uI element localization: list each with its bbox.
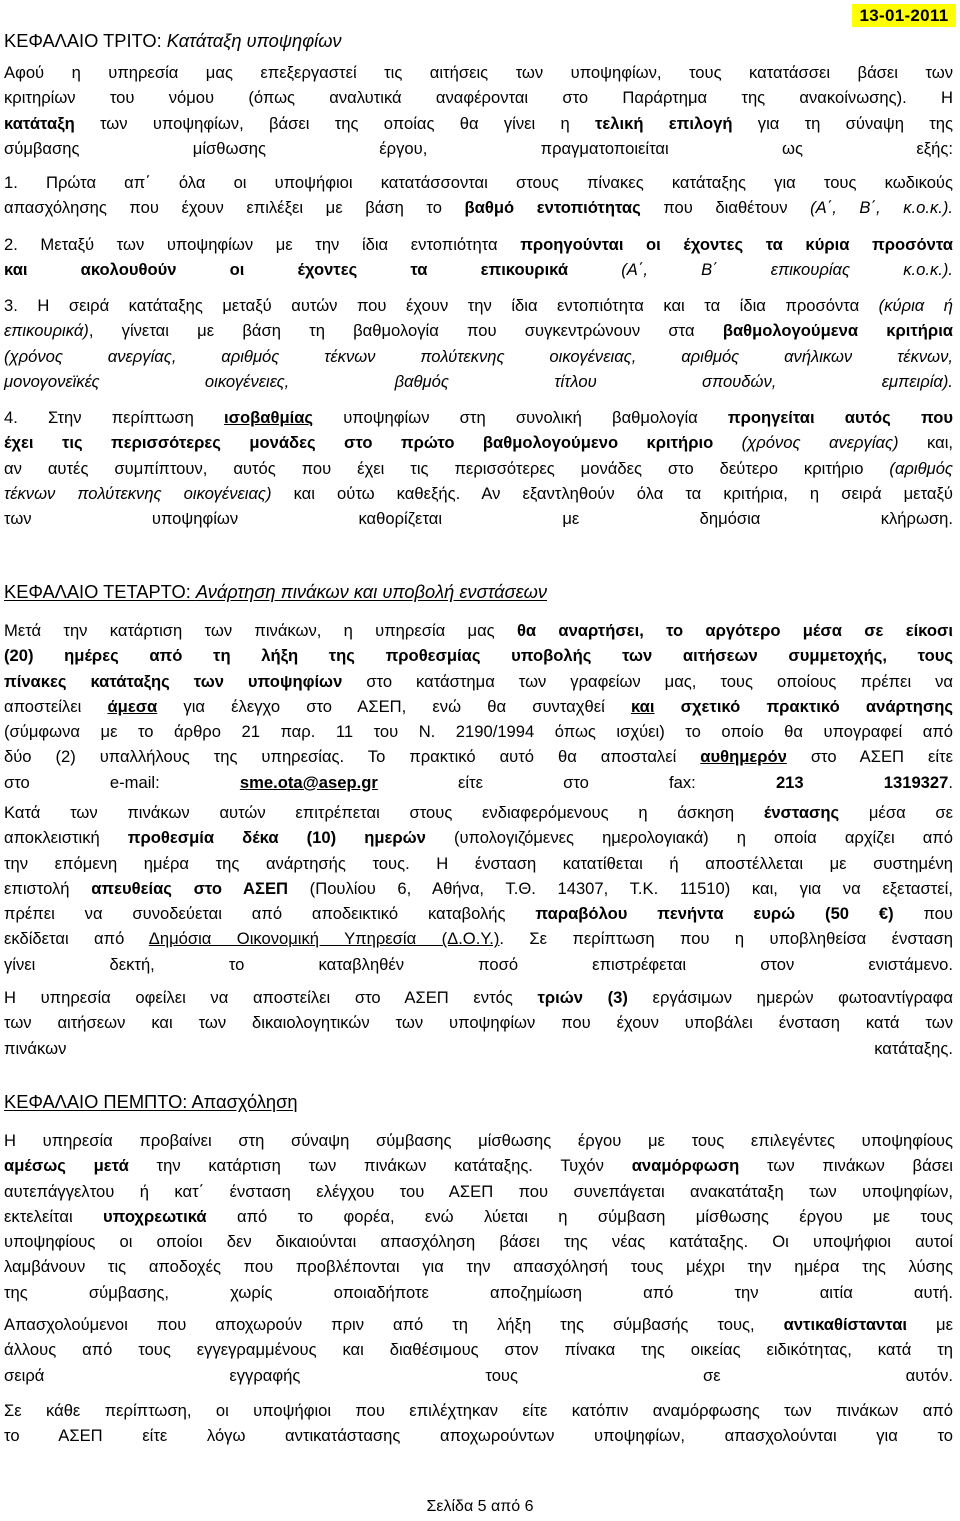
chapter-4-para-2: [4, 800, 953, 977]
chapter-4-heading-text: [4, 581, 547, 602]
text-line: υποψηφίους οι οποίοι δεν δικαιούνται απασχόληση βάσει της νέας κατάταξης. Οι υποψήφιοι αυτοί: [4, 1232, 953, 1252]
text-line: Η υπηρεσία οφείλει να αποστείλει στο ΑΣΕΠ εντός τριών (3) εργάσιμων ημερών φωτοαντίγραφα: [4, 988, 953, 1007]
text-line: άλλους από τους εγγεγραμμένους και διαθέσιμους στον πίνακα της οικείας ειδικότητας, κατά τη: [4, 1340, 953, 1360]
chapter-5-para-2: [4, 1312, 953, 1388]
chapter-5-heading-text: [4, 1091, 298, 1112]
text-line: μονογονεϊκές οικογένειες, βαθμός τίτλου σπουδών, εμπειρία).: [4, 371, 953, 391]
text-line: 4. Στην περίπτωση ισοβαθμίας υποψηφίων στη συνολική βαθμολογία προηγείται αυτός που: [4, 408, 953, 427]
text-line: την επόμενη ημέρα της ανάρτησής τους. Η ένσταση κατατίθεται ή αποστέλλεται με συστημένη: [4, 853, 953, 873]
date-badge: 13-01-2011: [852, 4, 956, 27]
text-line: το ΑΣΕΠ είτε λόγω αντικατάστασης αποχωρούντων υποψηφίων, απασχολούνται για το: [4, 1426, 953, 1446]
text-line: της σύμβασης, χωρίς οποιαδήποτε αποζημίωση από την αιτία αυτή.: [4, 1282, 953, 1302]
chapter-5-label: ΚΕΦΑΛΑΙΟ ΠΕΜΠΤΟ:: [4, 1091, 192, 1112]
text-line: Σε κάθε περίπτωση, οι υποψήφιοι που επιλέχτηκαν είτε κατόπιν αναμόρφωσης των πινάκων από: [4, 1401, 953, 1420]
text-line: αποκλειστική προθεσμία δέκα (10) ημερών (υπολογιζόμενες ημερολογιακά) η οποία αρχίζει από: [4, 828, 953, 848]
text-line: εκτελείται υποχρεωτικά από το φορέα, ενώ λύεται η σύμβαση μίσθωσης έργου με τους: [4, 1206, 953, 1226]
chapter-4-label: ΚΕΦΑΛΑΙΟ ΤΕΤΑΡΤΟ:: [4, 581, 196, 602]
text-line: (χρόνος ανεργίας, αριθμός τέκνων πολύτεκνης οικογένειας, αριθμός ανήλικων τέκνων,: [4, 346, 953, 366]
chapter-5-title: Απασχόληση: [191, 1091, 298, 1112]
chapter-4-heading: [4, 580, 547, 604]
text-line: πίνακες κατάταξης των υποψηφίων στο κατάστημα των γραφείων μας, τους οποίους πρέπει να: [4, 671, 953, 691]
text-line: κριτηρίων του νόμου (όπως αναλυτικά αναφέρονται στο Παράρτημα της ανακοίνωσης). Η: [4, 88, 953, 108]
chapter-5-para-1: [4, 1128, 953, 1305]
text-line: τέκνων πολύτεκνης οικογένειας) και ούτω καθεξής. Αν εξαντληθούν όλα τα κριτήρια, η σειρά μεταξύ: [4, 483, 953, 503]
chapter-4-para-3: [4, 985, 953, 1061]
text-line: αποστείλει άμεσα για έλεγχο στο ΑΣΕΠ, ενώ θα συνταχθεί και σχετικό πρακτικό ανάρτησης: [4, 696, 953, 716]
text-line: δύο (2) υπαλλήλους της υπηρεσίας. Το πρακτικό αυτό θα αποσταλεί αυθημερόν στο ΑΣΕΠ είτε: [4, 747, 953, 767]
text-line: κατάταξη των υποψηφίων, βάσει της οποίας θα γίνει η τελική επιλογή για τη σύναψη της: [4, 113, 953, 133]
text-line: απασχόλησης που έχουν επιλέξει με βάση το βαθμό εντοπιότητας που διαθέτουν (Α΄, Β΄, κ.ο.κ.).: [4, 198, 953, 218]
text-line: Αφού η υπηρεσία μας επεξεργαστεί τις αιτήσεις των υποψηφίων, τους κατατάσσει βάσει των: [4, 63, 953, 82]
text-line: γίνει δεκτή, το καταβληθέν ποσό επιστρέφεται στον ενιστάμενο.: [4, 954, 953, 974]
chapter-3-item-3: [4, 293, 953, 394]
text-line: σειρά εγγραφής τους σε αυτόν.: [4, 1365, 953, 1385]
text-line: Η υπηρεσία προβαίνει στη σύναψη σύμβασης μίσθωσης έργου με τους επιλεγέντες υποψηφίους: [4, 1131, 953, 1150]
text-line: Μετά την κατάρτιση των πινάκων, η υπηρεσία μας θα αναρτήσει, το αργότερο μέσα σε είκοσι: [4, 621, 953, 640]
chapter-3-item-1: [4, 170, 953, 221]
chapter-3-item-2: [4, 232, 953, 283]
text-line: αμέσως μετά την κατάρτιση των πινάκων κατάταξης. Τυχόν αναμόρφωση των πινάκων βάσει: [4, 1156, 953, 1176]
text-line: λαμβάνουν τις αποδοχές που προβλέπονται για την απασχόλησή τους μέχρι την ημέρα της λύσης: [4, 1257, 953, 1277]
text-line: έχει τις περισσότερες μονάδες στο πρώτο βαθμολογούμενο κριτήριο (χρόνος ανεργίας) και,: [4, 433, 954, 453]
chapter-3-label: ΚΕΦΑΛΑΙΟ ΤΡΙΤΟ:: [4, 30, 167, 51]
text-line: πρέπει να συνοδεύεται από αποδεικτικό καταβολής παραβόλου πενήντα ευρώ (50 €) που: [4, 904, 953, 924]
text-line: και ακολουθούν οι έχοντες τα επικουρικά (Α΄, Β΄ επικουρίας κ.ο.κ.).: [4, 260, 953, 280]
text-line: (20) ημέρες από τη λήξη της προθεσμίας υποβολής των αιτήσεων συμμετοχής, τους: [4, 646, 953, 666]
text-line: (σύμφωνα με το άρθρο 21 παρ. 11 του Ν. 2190/1994 όπως ισχύει) το οποίο θα υπογραφεί από: [4, 722, 953, 742]
text-line: 1. Πρώτα απ΄ όλα οι υποψήφιοι κατατάσσονται στους πίνακες κατάταξης για τους κωδικούς: [4, 173, 953, 192]
text-line: επιστολή απευθείας στο ΑΣΕΠ (Πουλίου 6, Αθήνα, Τ.Θ. 14307, Τ.Κ. 11510) και, για να εξεταστεί,: [4, 878, 953, 898]
text-line: αν αυτές συμπίπτουν, αυτός που έχει τις περισσότερες μονάδες στο δεύτερο κριτήριο (αριθμός: [4, 458, 953, 478]
text-line: Κατά των πινάκων αυτών επιτρέπεται στους ενδιαφερόμενους η άσκηση ένστασης μέσα σε: [4, 803, 954, 822]
text-line: σύμβασης μίσθωσης έργου, πραγματοποιείται ως εξής:: [4, 138, 953, 158]
chapter-3-heading: [4, 29, 342, 53]
chapter-3-intro: [4, 60, 953, 161]
chapter-3-title: Κατάταξη υποψηφίων: [166, 30, 342, 51]
text-line: των αιτήσεων και των δικαιολογητικών των υποψηφίων που έχουν υποβάλει ένσταση κατά των: [4, 1013, 953, 1033]
text-line: αυτεπάγγελτου ή κατ΄ ένσταση ελέγχου του ΑΣΕΠ που συνεπάγεται ανακατάταξη των υποψηφίων,: [4, 1181, 953, 1201]
chapter-4-para-1: [4, 618, 953, 795]
text-line: στο e-mail: sme.ota@asep.gr είτε στο fax: 213 1319327.: [4, 772, 953, 792]
text-line: Απασχολούμενοι που αποχωρούν πριν από τη λήξη της σύμβασής τους, αντικαθίστανται με: [4, 1315, 953, 1334]
chapter-4-title: Ανάρτηση πινάκων και υποβολή ενστάσεων: [195, 581, 548, 602]
chapter-5-para-3: [4, 1398, 953, 1449]
text-line: 2. Μεταξύ των υποψηφίων με την ίδια εντοπιότητα προηγούνται οι έχοντες τα κύρια προσόντα: [4, 235, 953, 254]
text-line: επικουρικά), γίνεται με βάση τη βαθμολογία που συγκεντρώνουν στα βαθμολογούμενα κριτήρια: [4, 321, 954, 341]
text-line: 3. Η σειρά κατάταξης μεταξύ αυτών που έχουν την ίδια εντοπιότητα και τα ίδια προσόντα (κύρια ή: [4, 296, 953, 315]
text-line: των υποψηφίων καθορίζεται με δημόσια κλήρωση.: [4, 509, 953, 529]
chapter-3-item-4: [4, 405, 953, 531]
chapter-5-heading: [4, 1090, 298, 1114]
email-link[interactable]: sme.ota@asep.gr: [239, 772, 378, 792]
page-number-footer: Σελίδα 5 από 6: [426, 1498, 534, 1515]
text-line: πινάκων κατάταξης.: [4, 1038, 953, 1058]
text-line: εκδίδεται από Δημόσια Οικονομική Υπηρεσία (Δ.Ο.Υ.). Σε περίπτωση που η υποβληθείσα ένσταση: [4, 929, 953, 949]
